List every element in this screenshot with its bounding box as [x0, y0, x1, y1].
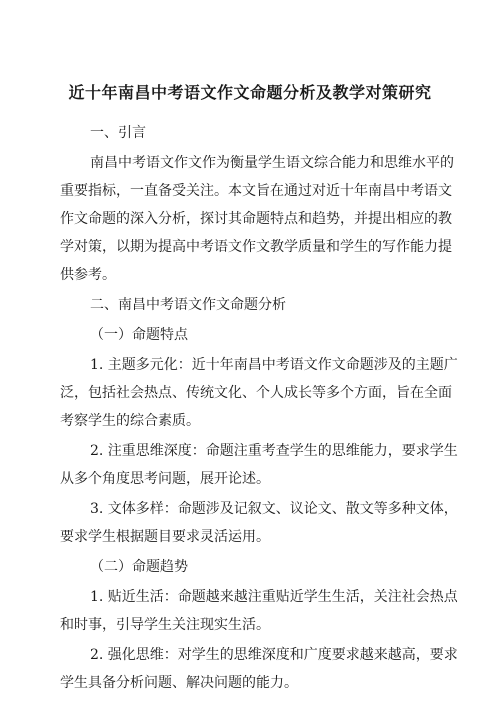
paragraph-line: 南昌中考语文作文作为衡量学生语文综合能力和思维水平的 [90, 155, 454, 171]
subsection-heading-trends: （二）命题趋势 [90, 559, 188, 575]
list-item-line: 1. 主题多元化：近十年南昌中考语文作文命题涉及的主题广 [90, 357, 458, 373]
list-item-line: 学生具备分析问题、解决问题的能力。 [60, 675, 298, 691]
section-heading-intro: 一、引言 [90, 125, 146, 141]
list-item-line: 1. 贴近生活：命题越来越注重贴近学生生活，关注社会热点 [90, 589, 458, 605]
list-item-line: 2. 强化思维：对学生的思维深度和广度要求越来越高，要求 [90, 647, 458, 663]
document-title: 近十年南昌中考语文作文命题分析及教学对策研究 [68, 83, 432, 102]
list-item-line: 泛，包括社会热点、传统文化、个人成长等多个方面，旨在全面 [60, 385, 452, 401]
list-item-line: 和时事，引导学生关注现实生活。 [60, 617, 270, 633]
subsection-heading-features: （一）命题特点 [90, 327, 188, 343]
list-item-line: 3. 文体多样：命题涉及记叙文、议论文、散文等多种文体， [90, 501, 458, 517]
list-item-line: 2. 注重思维深度：命题注重考查学生的思维能力，要求学生 [90, 443, 458, 459]
paragraph-line: 供参考。 [60, 267, 116, 283]
section-heading-analysis: 二、南昌中考语文作文命题分析 [90, 297, 286, 313]
paragraph-line: 学对策，以期为提高中考语文作文教学质量和学生的写作能力提 [60, 239, 452, 255]
paragraph-line: 作文命题的深入分析，探讨其命题特点和趋势，并提出相应的教 [60, 211, 452, 227]
list-item-line: 要求学生根据题目要求灵活运用。 [60, 529, 270, 545]
list-item-line: 考察学生的综合素质。 [60, 413, 200, 429]
list-item-line: 从多个角度思考问题，展开论述。 [60, 471, 270, 487]
paragraph-line: 重要指标，一直备受关注。本文旨在通过对近十年南昌中考语文 [60, 183, 452, 199]
